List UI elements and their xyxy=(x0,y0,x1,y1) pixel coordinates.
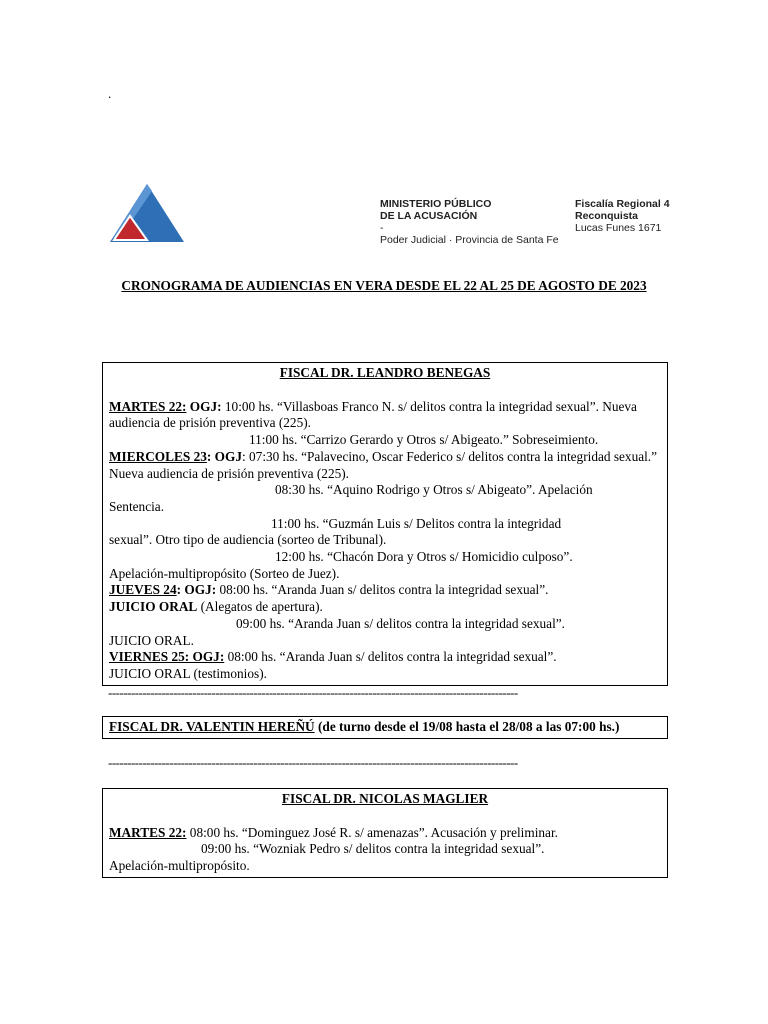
regional-office-block xyxy=(575,198,670,234)
benegas-miercoles-entry-3b: sexual”. Otro tipo de audiencia (sorteo de Tribunal). xyxy=(109,532,387,548)
benegas-miercoles-entry-3: 11:00 hs. “Guzmán Luis s/ Delitos contra la integridad xyxy=(271,515,562,531)
office-line-3: Lucas Funes 1671 xyxy=(575,222,662,234)
benegas-miercoles-entry-2: 08:30 hs. “Aquino Rodrigo y Otros s/ Abigeato”. Apelación xyxy=(275,482,593,498)
benegas-jueves-entry-2: 09:00 hs. “Aranda Juan s/ delitos contra la integridad sexual”. xyxy=(236,615,566,631)
benegas-miercoles-entry-2b: Sentencia. xyxy=(109,498,165,514)
stray-dot: . xyxy=(108,86,112,101)
benegas-martes-entry-2: 11:00 hs. “Carrizo Gerardo y Otros s/ Abigeato.” Sobreseimiento. xyxy=(249,432,599,448)
benegas-miercoles-entry: MIERCOLES 23: OGJ: 07:30 hs. “Palavecino, Oscar Federico s/ delitos contra la integridad sexual.” Nueva audiencia de prisión preventiva (225). xyxy=(109,448,658,481)
benegas-martes-entry: MARTES 22: OGJ: 10:00 hs. “Villasboas Franco N. s/ delitos contra la integridad sexual”. Nueva audiencia de prisión preventiva (225). xyxy=(109,398,637,431)
benegas-jueves-juicio: JUICIO ORAL (Alegatos de apertura). xyxy=(109,599,323,615)
org-line-4: Poder Judicial · Provincia de Santa Fe xyxy=(380,234,559,246)
benegas-jueves-entry: JUEVES 24: OGJ: 08:00 hs. “Aranda Juan s/ delitos contra la integridad sexual”. xyxy=(109,582,549,598)
ministerio-logo-icon xyxy=(108,182,186,246)
org-name-block xyxy=(380,198,559,246)
benegas-miercoles-entry-4: 12:00 hs. “Chacón Dora y Otros s/ Homicidio culposo”. xyxy=(275,549,573,565)
org-line-2: DE LA ACUSACIÓN xyxy=(380,210,478,222)
maglier-martes-entry-2b: Apelación-multipropósito. xyxy=(109,858,250,874)
benegas-viernes-entry-b: JUICIO ORAL (testimonios). xyxy=(109,665,267,681)
office-line-1: Fiscalía Regional 4 xyxy=(575,198,670,210)
fiscal-maglier-box xyxy=(102,788,668,878)
document-title: CRONOGRAMA DE AUDIENCIAS EN VERA DESDE EL 22 AL 25 DE AGOSTO DE 2023 xyxy=(121,278,647,293)
separator-line-2: ----------------------------------------------------------------------------------------------------------- xyxy=(108,756,518,769)
office-line-2: Reconquista xyxy=(575,210,639,222)
herenu-entry: FISCAL DR. VALENTIN HEREÑÚ (de turno desde el 19/08 hasta el 28/08 a las 07:00 hs.) xyxy=(109,719,620,734)
fiscal-benegas-box xyxy=(102,362,668,686)
benegas-jueves-entry-2b: JUICIO ORAL. xyxy=(109,632,194,648)
org-line-3: - xyxy=(380,222,384,234)
fiscal-benegas-heading: FISCAL DR. LEANDRO BENEGAS xyxy=(279,365,491,380)
maglier-martes-entry-2: 09:00 hs. “Wozniak Pedro s/ delitos contra la integridad sexual”. xyxy=(201,841,545,857)
fiscal-herenu-box xyxy=(102,716,668,739)
org-line-1: MINISTERIO PÚBLICO xyxy=(380,198,492,210)
maglier-martes-entry: MARTES 22: 08:00 hs. “Dominguez José R. s/ amenazas”. Acusación y preliminar. xyxy=(109,824,558,840)
fiscal-maglier-heading: FISCAL DR. NICOLAS MAGLIER xyxy=(281,791,489,806)
benegas-miercoles-entry-4b: Apelación-multipropósito (Sorteo de Juez). xyxy=(109,565,340,581)
benegas-viernes-entry: VIERNES 25: OGJ: 08:00 hs. “Aranda Juan s/ delitos contra la integridad sexual”. xyxy=(109,649,557,665)
separator-line: ----------------------------------------------------------------------------------------------------------- xyxy=(108,686,518,699)
